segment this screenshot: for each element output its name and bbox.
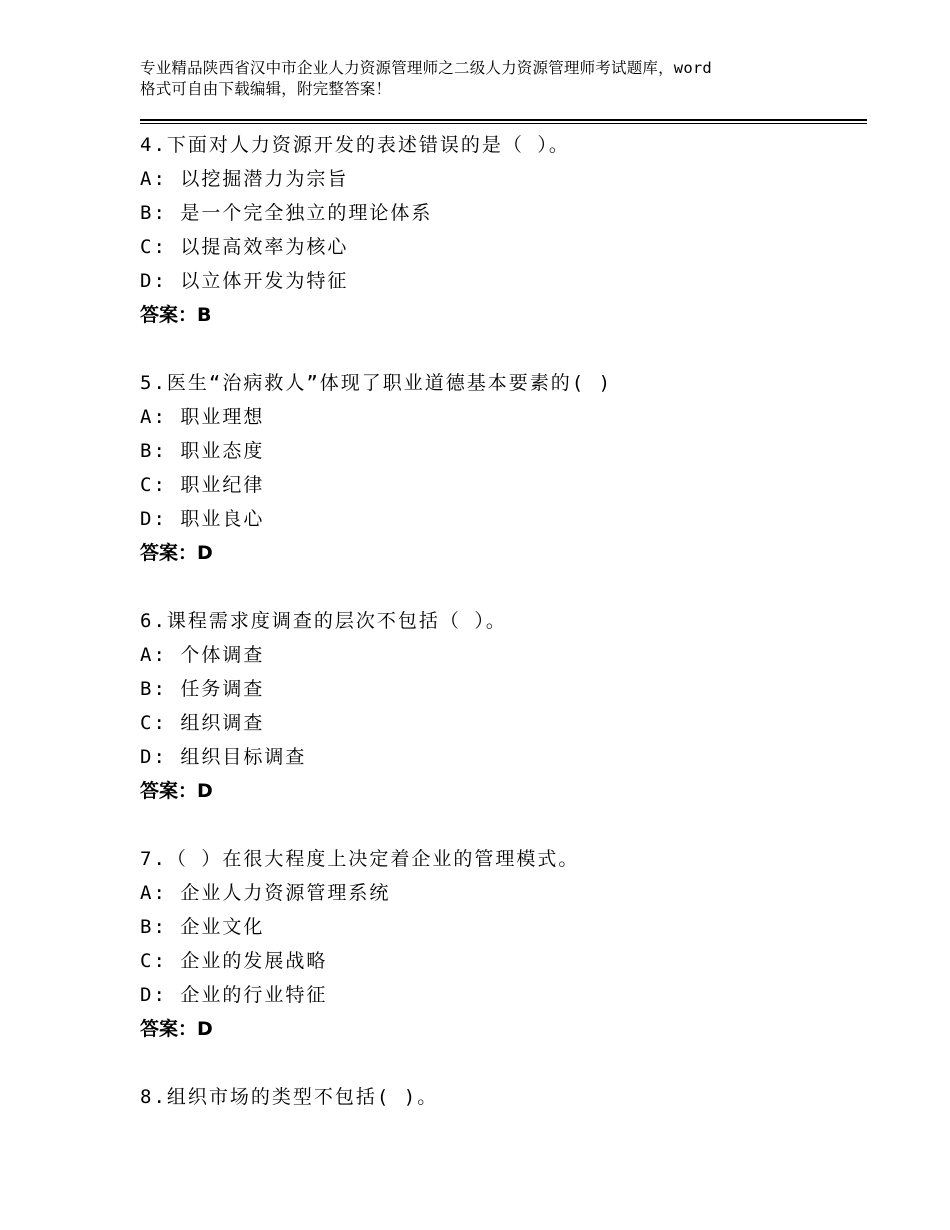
spacer (140, 1046, 867, 1080)
option-b: B: 任务调查 (140, 678, 265, 700)
option-d: D: 职业良心 (140, 508, 265, 530)
answer: 答案：D (140, 542, 213, 564)
option-c: C: 组织调查 (140, 712, 265, 734)
answer: 答案：D (140, 780, 213, 802)
header-rule-thick (140, 119, 867, 121)
option-d: D: 以立体开发为特征 (140, 270, 349, 292)
option-a: A: 职业理想 (140, 406, 265, 428)
option-d: D: 组织目标调查 (140, 746, 307, 768)
question-4 (140, 128, 867, 332)
option-c: C: 以提高效率为核心 (140, 236, 349, 258)
answer: 答案：D (140, 1018, 213, 1040)
spacer (140, 570, 867, 604)
question-list (140, 128, 867, 1114)
header-line-2: 格式可自由下载编辑，附完整答案！ (140, 80, 392, 98)
question-stem: 5.医生“治病救人”体现了职业道德基本要素的( ) (140, 372, 613, 394)
option-b: B: 企业文化 (140, 916, 265, 938)
question-8 (140, 1080, 867, 1114)
option-a: A: 企业人力资源管理系统 (140, 882, 391, 904)
option-d: D: 企业的行业特征 (140, 984, 328, 1006)
question-7 (140, 842, 867, 1046)
option-b: B: 职业态度 (140, 440, 265, 462)
spacer (140, 808, 867, 842)
option-a: A: 个体调查 (140, 644, 265, 666)
question-stem: 4.下面对人力资源开发的表述错误的是（ ）。 (140, 134, 570, 156)
question-stem: 8.组织市场的类型不包括( )。 (140, 1086, 439, 1108)
option-c: C: 企业的发展战略 (140, 950, 328, 972)
header-line-1: 专业精品陕西省汉中市企业人力资源管理师之二级人力资源管理师考试题库，word (140, 59, 712, 77)
option-a: A: 以挖掘潜力为宗旨 (140, 168, 349, 190)
question-stem: 6.课程需求度调查的层次不包括（ ）。 (140, 610, 507, 632)
spacer (140, 332, 867, 366)
option-b: B: 是一个完全独立的理论体系 (140, 202, 433, 224)
header-rule-thin (140, 123, 867, 124)
question-5 (140, 366, 867, 570)
question-6 (140, 604, 867, 808)
document-header (140, 58, 830, 100)
question-stem: 7.（ ）在很大程度上决定着企业的管理模式。 (140, 848, 580, 870)
option-c: C: 职业纪律 (140, 474, 265, 496)
answer: 答案：B (140, 304, 212, 326)
